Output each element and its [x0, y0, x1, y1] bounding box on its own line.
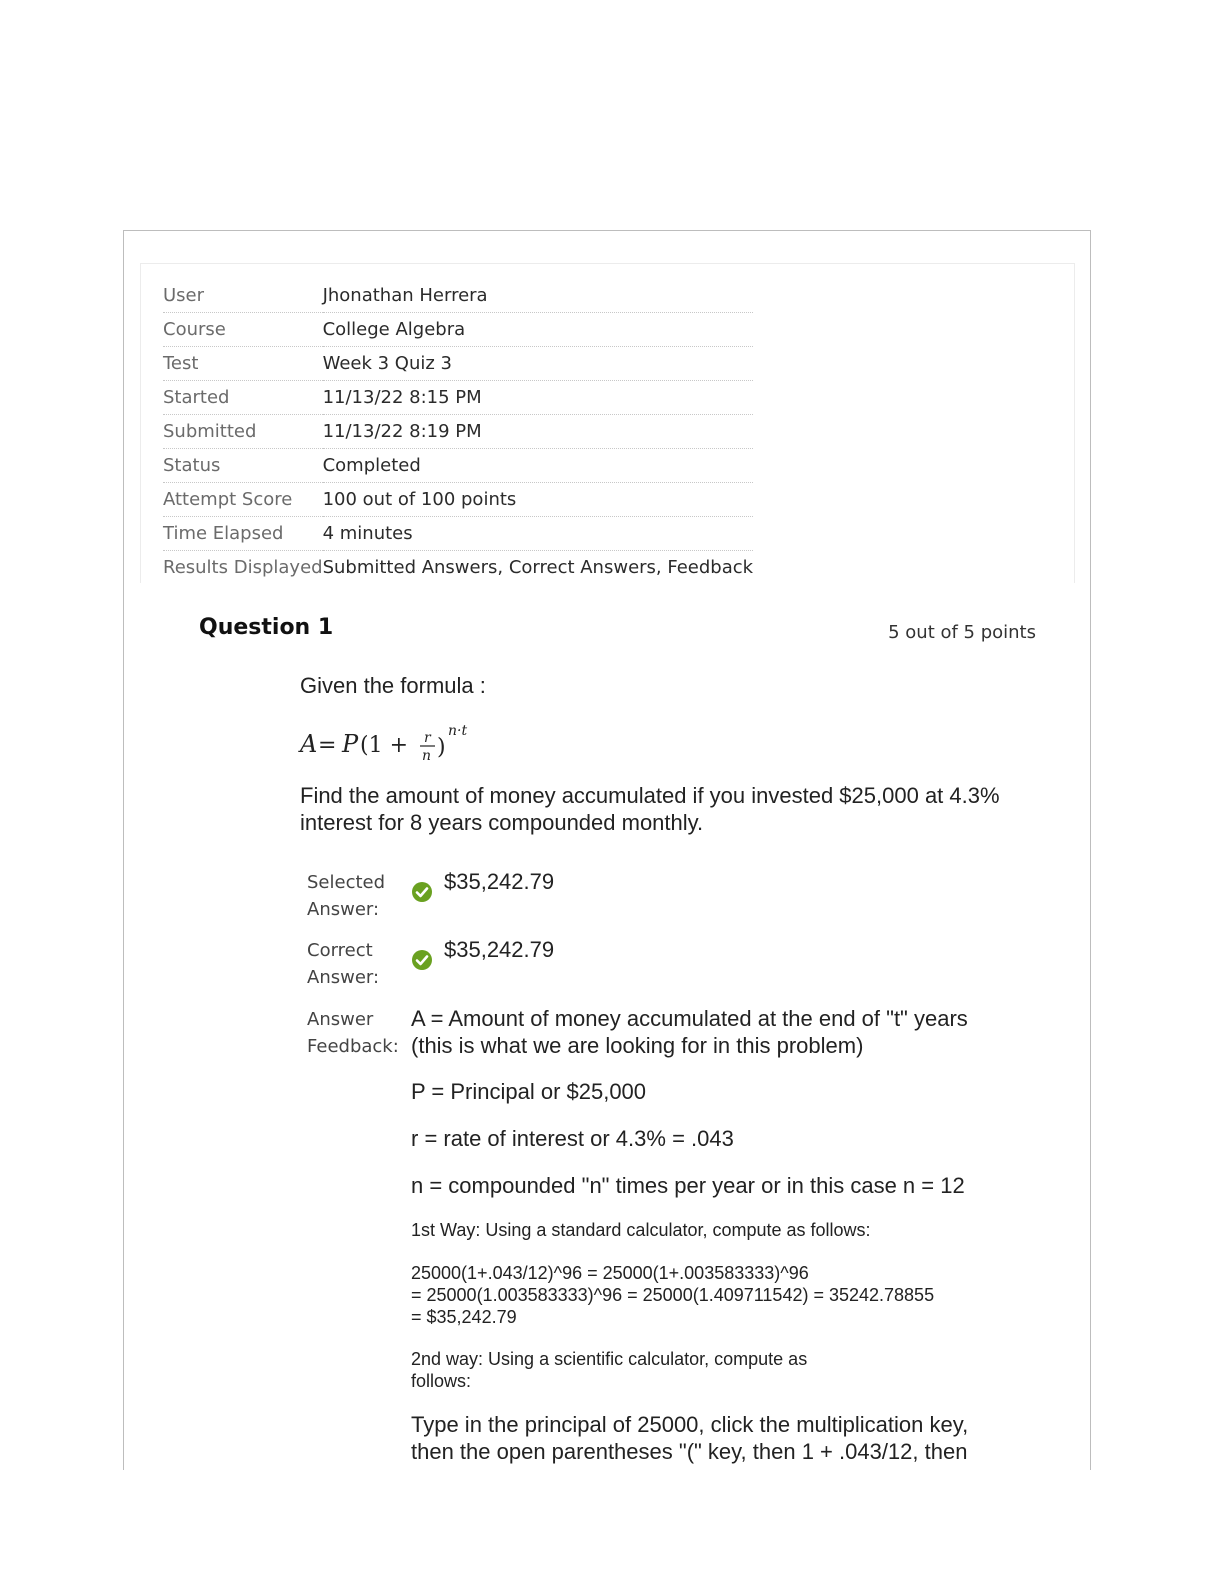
- feedback-line: A = Amount of money accumulated at the end of "t" years: [411, 1006, 968, 1031]
- selected-answer-label: [307, 869, 385, 923]
- formula-equals: =: [318, 733, 337, 758]
- feedback-line: 25000(1+.043/12)^96 = 25000(1+.003583333)^96: [411, 1263, 809, 1283]
- summary-value: Week 3 Quiz 3: [323, 347, 754, 381]
- formula-close: ): [437, 735, 446, 760]
- summary-label: Course: [163, 313, 323, 347]
- summary-label: User: [163, 279, 323, 313]
- formula-denominator: n: [422, 748, 432, 764]
- summary-label: Started: [163, 381, 323, 415]
- feedback-definition-n: n = compounded "n" times per year or in this case n = 12: [411, 1173, 965, 1198]
- summary-row-user: [163, 279, 753, 313]
- answer-feedback-label-line2: Feedback:: [307, 1036, 399, 1057]
- summary-value: 4 minutes: [323, 517, 754, 551]
- feedback-line: then the open parentheses "(" key, then 1 + .043/12, then: [411, 1439, 968, 1464]
- question-text: Find the amount of money accumulated if you invested $25,000 at 4.3% interest for 8 years compounded monthly.: [300, 783, 1000, 835]
- correct-answer-value: $35,242.79: [444, 937, 555, 962]
- summary-label: Time Elapsed: [163, 517, 323, 551]
- summary-row-started: [163, 381, 753, 415]
- selected-answer-value: $35,242.79: [444, 869, 555, 894]
- summary-label: Test: [163, 347, 323, 381]
- summary-value: 11/13/22 8:19 PM: [323, 415, 754, 449]
- summary-value: Jhonathan Herrera: [323, 279, 754, 313]
- summary-value: 100 out of 100 points: [323, 483, 754, 517]
- feedback-calculation: [411, 1262, 1031, 1328]
- question-title: Question 1: [199, 615, 334, 640]
- feedback-type-instructions: [411, 1411, 1031, 1465]
- summary-label: Attempt Score: [163, 483, 323, 517]
- feedback-first-way: 1st Way: Using a standard calculator, compute as follows:: [411, 1220, 871, 1240]
- feedback-line: follows:: [411, 1371, 472, 1391]
- summary-row-test: [163, 347, 753, 381]
- summary-value: Submitted Answers, Correct Answers, Feedback: [322, 557, 754, 578]
- summary-label: Status: [163, 449, 323, 483]
- selected-answer-label-line1: Selected: [307, 872, 386, 893]
- formula-open: (1 +: [360, 733, 409, 758]
- formula-exponent: n·t: [448, 723, 468, 739]
- correct-answer-label-line2: Answer:: [307, 967, 380, 988]
- correct-answer-label-line1: Correct: [307, 940, 373, 961]
- check-circle-icon: [411, 949, 433, 971]
- correct-answer-label: [307, 937, 379, 991]
- answer-feedback-label: [307, 1006, 399, 1060]
- check-circle-icon: [411, 881, 433, 903]
- summary-row-course: [163, 313, 753, 347]
- formula-a: A: [300, 730, 318, 758]
- question-intro: Given the formula :: [300, 673, 486, 698]
- feedback-line: = $35,242.79: [411, 1307, 517, 1327]
- feedback-line: Type in the principal of 25000, click the multiplication key,: [411, 1412, 969, 1437]
- selected-answer-label-line2: Answer:: [307, 899, 380, 920]
- feedback-line: (this is what we are looking for in this problem): [411, 1033, 864, 1058]
- summary-value: 11/13/22 8:15 PM: [323, 381, 754, 415]
- summary-value: Completed: [323, 449, 754, 483]
- summary-row-status: [163, 449, 753, 483]
- feedback-definition-r: r = rate of interest or 4.3% = .043: [411, 1126, 734, 1151]
- summary-row-time-elapsed: [163, 517, 753, 551]
- summary-value: College Algebra: [323, 313, 754, 347]
- summary-row-attempt-score: [163, 483, 753, 517]
- feedback-second-way: [411, 1348, 1031, 1392]
- feedback-line: 2nd way: Using a scientific calculator, compute as: [411, 1349, 808, 1369]
- summary-row-submitted: [163, 415, 753, 449]
- attempt-summary-table: [163, 279, 753, 584]
- formula-numerator: r: [424, 730, 431, 746]
- answer-feedback-label-line1: Answer: [307, 1009, 374, 1030]
- summary-row-results-displayed: [163, 551, 753, 585]
- formula-p: P: [342, 730, 359, 758]
- feedback-definition-p: P = Principal or $25,000: [411, 1079, 647, 1104]
- question-points: 5 out of 5 points: [888, 622, 1036, 643]
- summary-label: Submitted: [163, 415, 323, 449]
- summary-label: Results Displayed: [163, 557, 323, 578]
- feedback-definition-a: [411, 1005, 1031, 1059]
- compound-interest-formula: [298, 718, 498, 768]
- feedback-line: = 25000(1.003583333)^96 = 25000(1.409711542) = 35242.78855: [411, 1285, 935, 1305]
